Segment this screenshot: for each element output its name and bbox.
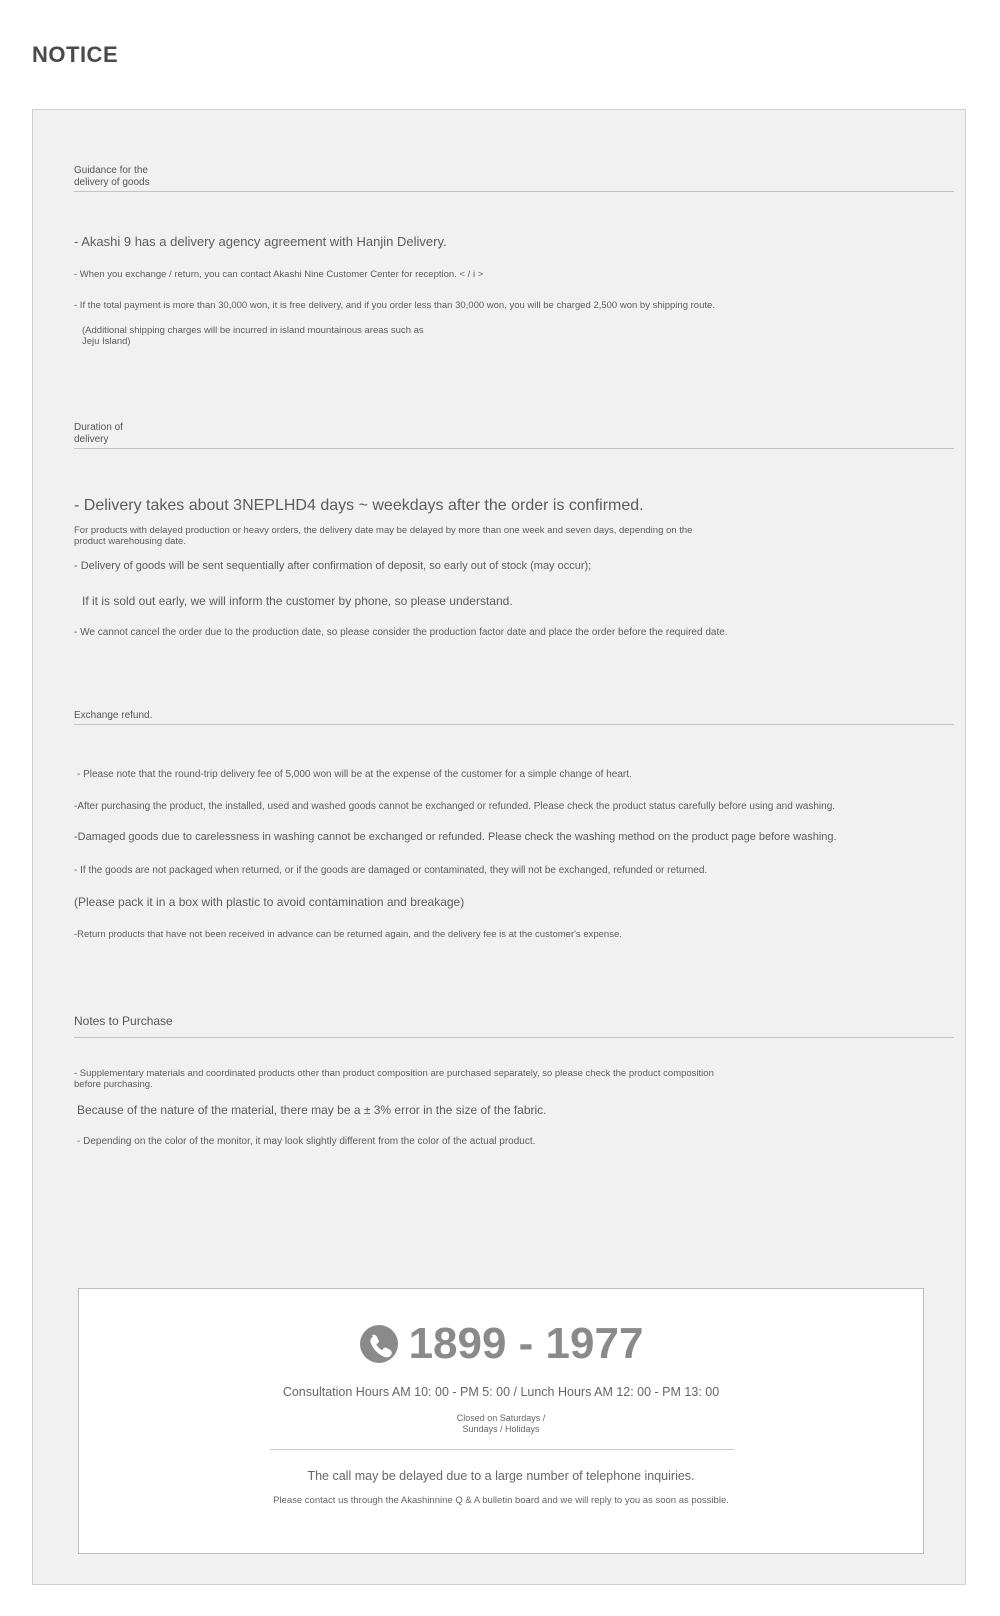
exchange-line-3: -Damaged goods due to carelessness in washing cannot be exchanged or refunded. Please check the washing method on the product page before washing. xyxy=(74,831,837,843)
exchange-line-4: - If the goods are not packaged when returned, or if the goods are damaged or contaminated, they will not be exchanged, refunded or returned. xyxy=(74,865,708,876)
purchase-heading: Notes to Purchase xyxy=(74,1014,173,1028)
phone-number: 1899 - 1977 xyxy=(408,1319,644,1368)
consultation-hours: Consultation Hours AM 10: 00 - PM 5: 00 / Lunch Hours AM 12: 00 - PM 13: 00 xyxy=(282,1385,720,1399)
duration-line-4: If it is sold out early, we will inform the customer by phone, so please understand. xyxy=(82,594,513,608)
delivery-line-2: - When you exchange / return, you can contact Akashi Nine Customer Center for reception. < / i > xyxy=(74,269,484,280)
duration-line-3: - Delivery of goods will be sent sequentially after confirmation of deposit, so early out of stock (may occur); xyxy=(74,560,592,572)
section-heading-purchase xyxy=(74,1013,954,1038)
delivery-line-4: (Additional shipping charges will be incurred in island mountainous areas such as Jeju Island) xyxy=(82,325,424,347)
closed-days-text: Closed on Saturdays / Sundays / Holidays xyxy=(456,1413,546,1434)
exchange-line-5: (Please pack it in a box with plastic to avoid contamination and breakage) xyxy=(74,895,465,909)
exchange-line-1: - Please note that the round-trip delivery fee of 5,000 won will be at the expense of the customer for a simple change of heart. xyxy=(77,769,632,780)
phone-icon xyxy=(359,1324,399,1364)
exchange-heading: Exchange refund. xyxy=(74,710,153,721)
duration-line-1: - Delivery takes about 3NEPLHD4 days ~ weekdays after the order is confirmed. xyxy=(74,497,644,514)
purchase-line-1: - Supplementary materials and coordinated products other than product composition are purchased separately, so please check the product composition before purchasing. xyxy=(74,1068,714,1090)
contact-box xyxy=(78,1288,924,1554)
phone-row xyxy=(79,1319,923,1369)
section-heading-exchange xyxy=(74,710,954,725)
duration-line-2: For products with delayed production or heavy orders, the delivery date may be delayed by more than one week and seven days, depending on the product warehousing date. xyxy=(74,525,693,547)
exchange-line-2: -After purchasing the product, the installed, used and washed goods cannot be exchanged or refunded. Please check the product status carefully before using and washing. xyxy=(74,801,836,812)
qa-note: Please contact us through the Akashinnine Q & A bulletin board and we will reply to you as soon as possible. xyxy=(273,1495,729,1506)
duration-line-5: - We cannot cancel the order due to the production date, so please consider the production factor date and place the order before the required date. xyxy=(74,627,728,638)
exchange-line-6: -Return products that have not been received in advance can be returned again, and the delivery fee is at the customer's expense. xyxy=(74,929,622,940)
delivery-line-1: - Akashi 9 has a delivery agency agreement with Hanjin Delivery. xyxy=(74,234,447,249)
notice-panel xyxy=(32,109,966,1585)
delay-note: The call may be delayed due to a large number of telephone inquiries. xyxy=(307,1469,695,1483)
closed-days xyxy=(79,1413,923,1435)
delivery-line-3: - If the total payment is more than 30,000 won, it is free delivery, and if you order less than 30,000 won, you will be charged 2,500 won by shipping route. xyxy=(74,300,715,311)
delivery-heading: Guidance for the delivery of goods xyxy=(74,165,150,188)
purchase-line-3: - Depending on the color of the monitor, it may look slightly different from the color of the actual product. xyxy=(77,1136,536,1147)
section-heading-duration xyxy=(74,422,954,449)
contact-divider xyxy=(270,1449,734,1450)
purchase-line-2: Because of the nature of the material, there may be a ± 3% error in the size of the fabric. xyxy=(77,1103,547,1117)
duration-heading: Duration of delivery xyxy=(74,422,123,445)
page-title: NOTICE xyxy=(32,42,119,67)
section-heading-delivery xyxy=(74,165,954,192)
